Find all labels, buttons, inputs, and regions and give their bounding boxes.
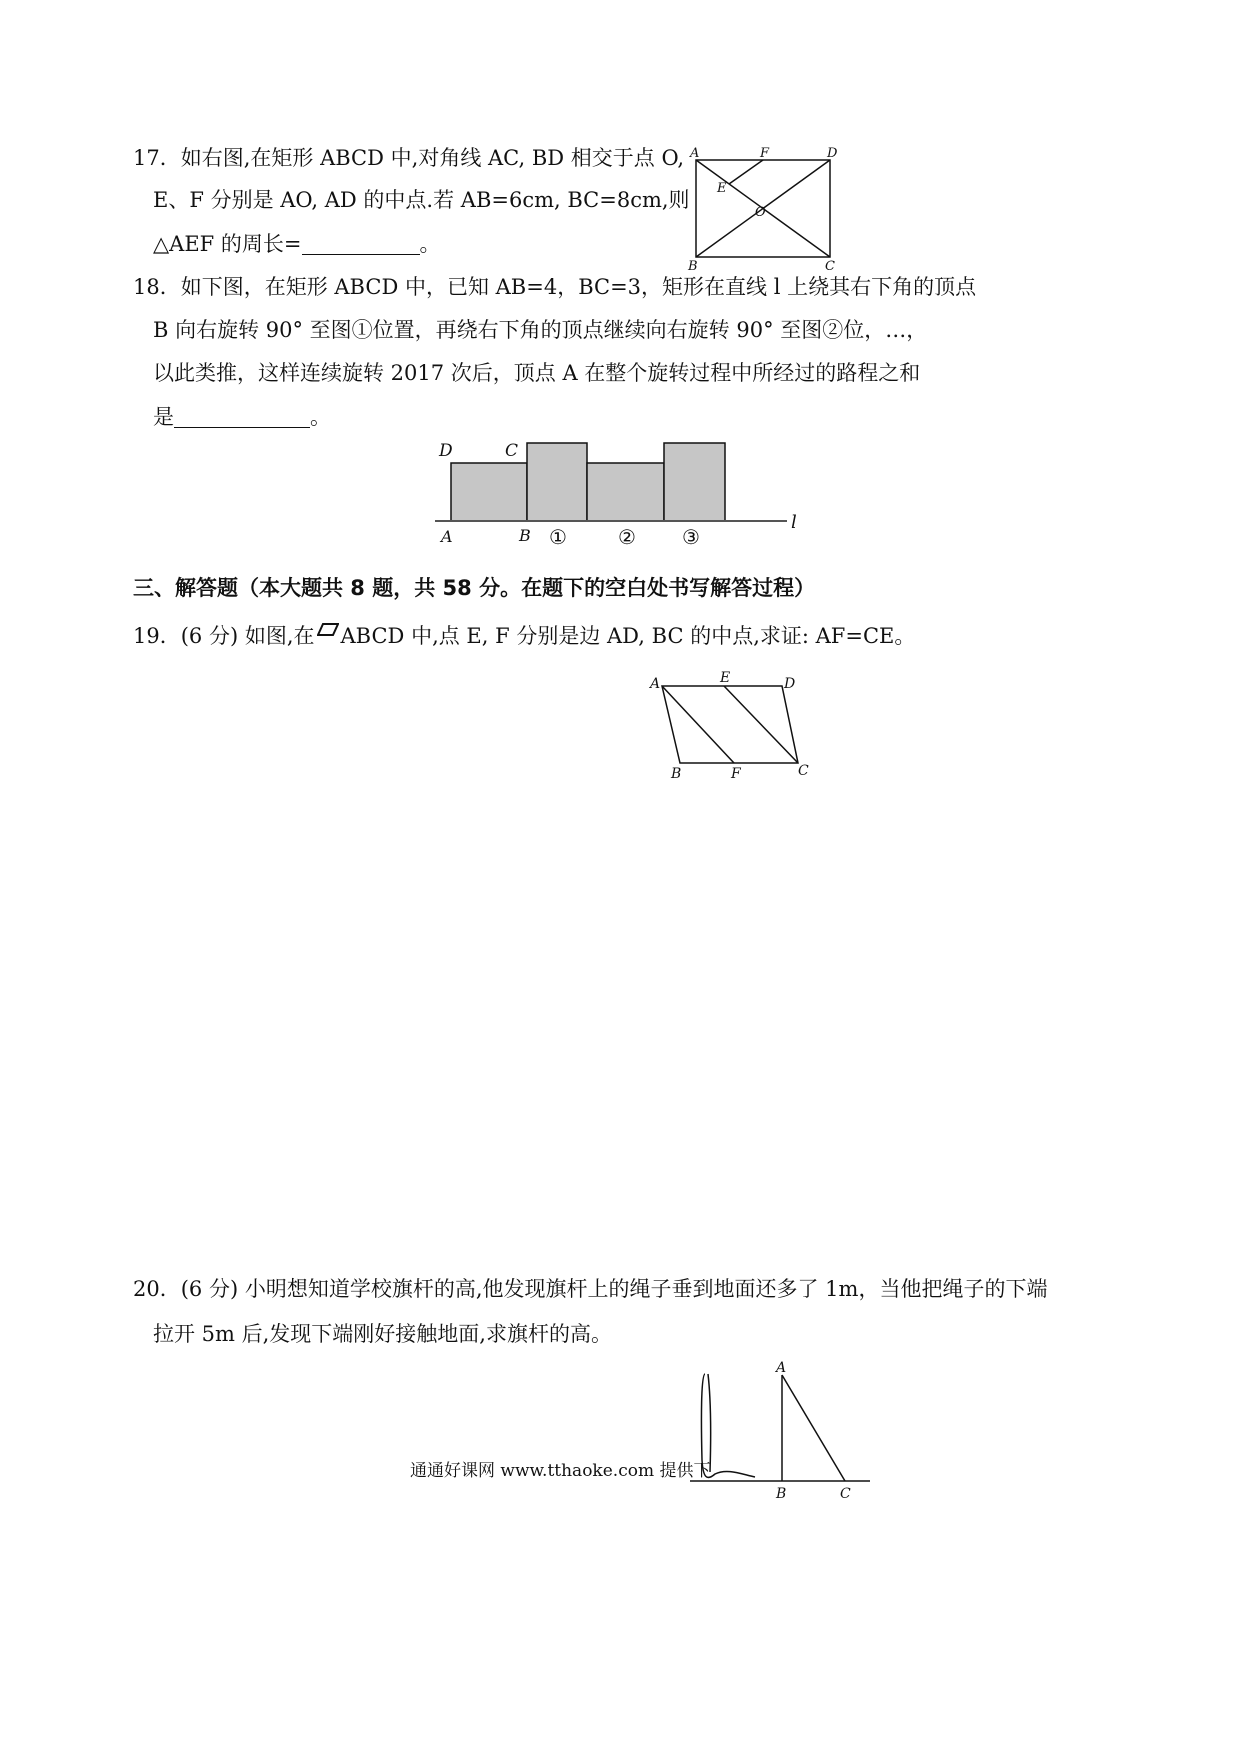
section-3-title: 三、解答题（本大题共 8 题，共 58 分。在题下的空白处书写解答过程） (133, 576, 816, 600)
q17-label-o: O (755, 205, 766, 220)
q17-line3-end: 。 (419, 232, 441, 256)
q17-label-f: F (760, 146, 770, 161)
q18-line4 (153, 403, 331, 431)
q18-label-position-2: ② (618, 525, 636, 549)
q18-rectangle-position-2 (587, 463, 664, 521)
q19-parallelogram (662, 686, 798, 763)
q18-rectangle-position-1 (527, 443, 587, 521)
q18-line1: 18．如下图，在矩形 ABCD 中，已知 AB=4，BC=3，矩形在直线 l 上绕其右下角的顶点 (133, 275, 977, 299)
q20-figure (685, 1360, 895, 1510)
q18-label-d: D (439, 441, 453, 461)
q18-label-c: C (505, 441, 519, 461)
q20-label-b: B (776, 1486, 787, 1502)
q19-label-c: C (798, 763, 809, 779)
q18-line4-end: 。 (310, 405, 331, 429)
q18-answer-blank[interactable] (174, 405, 310, 428)
q17-figure (680, 138, 860, 274)
q18-label-l: l (791, 512, 797, 533)
parallelogram-icon (317, 623, 339, 637)
q18-label-b: B (519, 526, 531, 545)
q20-line1: 20．(6 分) 小明想知道学校旗杆的高,他发现旗杆上的绳子垂到地面还多了 1m，当他把绳子的下端 (133, 1277, 1048, 1301)
q19-text-post: ABCD 中,点 E, F 分别是边 AD, BC 的中点,求证: AF=CE。 (340, 624, 916, 648)
q17-label-e: E (717, 181, 727, 196)
q18-line2: B 向右旋转 90° 至图①位置，再绕右下角的顶点继续向右旋转 90° 至图②位，…， (153, 318, 928, 342)
q18-rectangle-abcd (451, 463, 527, 521)
q17-line3 (153, 230, 441, 258)
q17-answer-blank[interactable] (302, 232, 420, 255)
q19-label-d: D (784, 676, 796, 692)
q20-line2: 拉开 5m 后,发现下端刚好接触地面,求旗杆的高。 (153, 1322, 612, 1346)
footer-watermark: 通通好课网 www.tthaoke.com 提供下 (410, 1461, 711, 1481)
q18-figure (425, 430, 815, 555)
q18-rectangle-position-3 (664, 443, 725, 521)
q18-line4-text: 是 (153, 405, 174, 429)
q19-text-pre: 19．(6 分) 如图,在 (133, 624, 315, 648)
q20-label-c: C (840, 1486, 851, 1502)
q18-label-position-3: ③ (682, 525, 700, 549)
q19-label-a: A (650, 676, 661, 692)
q17-line2: E、F 分别是 AO, AD 的中点.若 AB=6cm, BC=8cm,则 (153, 188, 690, 212)
q17-line3-text: △AEF 的周长= (153, 232, 302, 256)
q19-figure (640, 668, 820, 786)
q20-label-a: A (776, 1360, 787, 1376)
q19-line (133, 622, 915, 650)
q17-label-a: A (690, 146, 700, 161)
q17-segment-ef (729, 160, 763, 184)
q18-label-position-1: ① (549, 525, 567, 549)
q17-label-c: C (825, 259, 835, 274)
q17-label-d: D (827, 146, 838, 161)
q19-segment-ce (724, 686, 798, 763)
q20-rope-ac (782, 1375, 845, 1481)
q19-segment-af (662, 686, 734, 763)
q19-label-e: E (720, 670, 731, 686)
q18-line3: 以此类推，这样连续旋转 2017 次后，顶点 A 在整个旋转过程中所经过的路程之和 (153, 361, 921, 385)
q17-line1: 17．如右图,在矩形 ABCD 中,对角线 AC, BD 相交于点 O, (133, 146, 685, 170)
q17-label-b: B (688, 259, 698, 274)
q19-label-b: B (671, 766, 682, 782)
q18-label-a: A (441, 527, 453, 546)
q19-label-f: F (731, 766, 741, 782)
